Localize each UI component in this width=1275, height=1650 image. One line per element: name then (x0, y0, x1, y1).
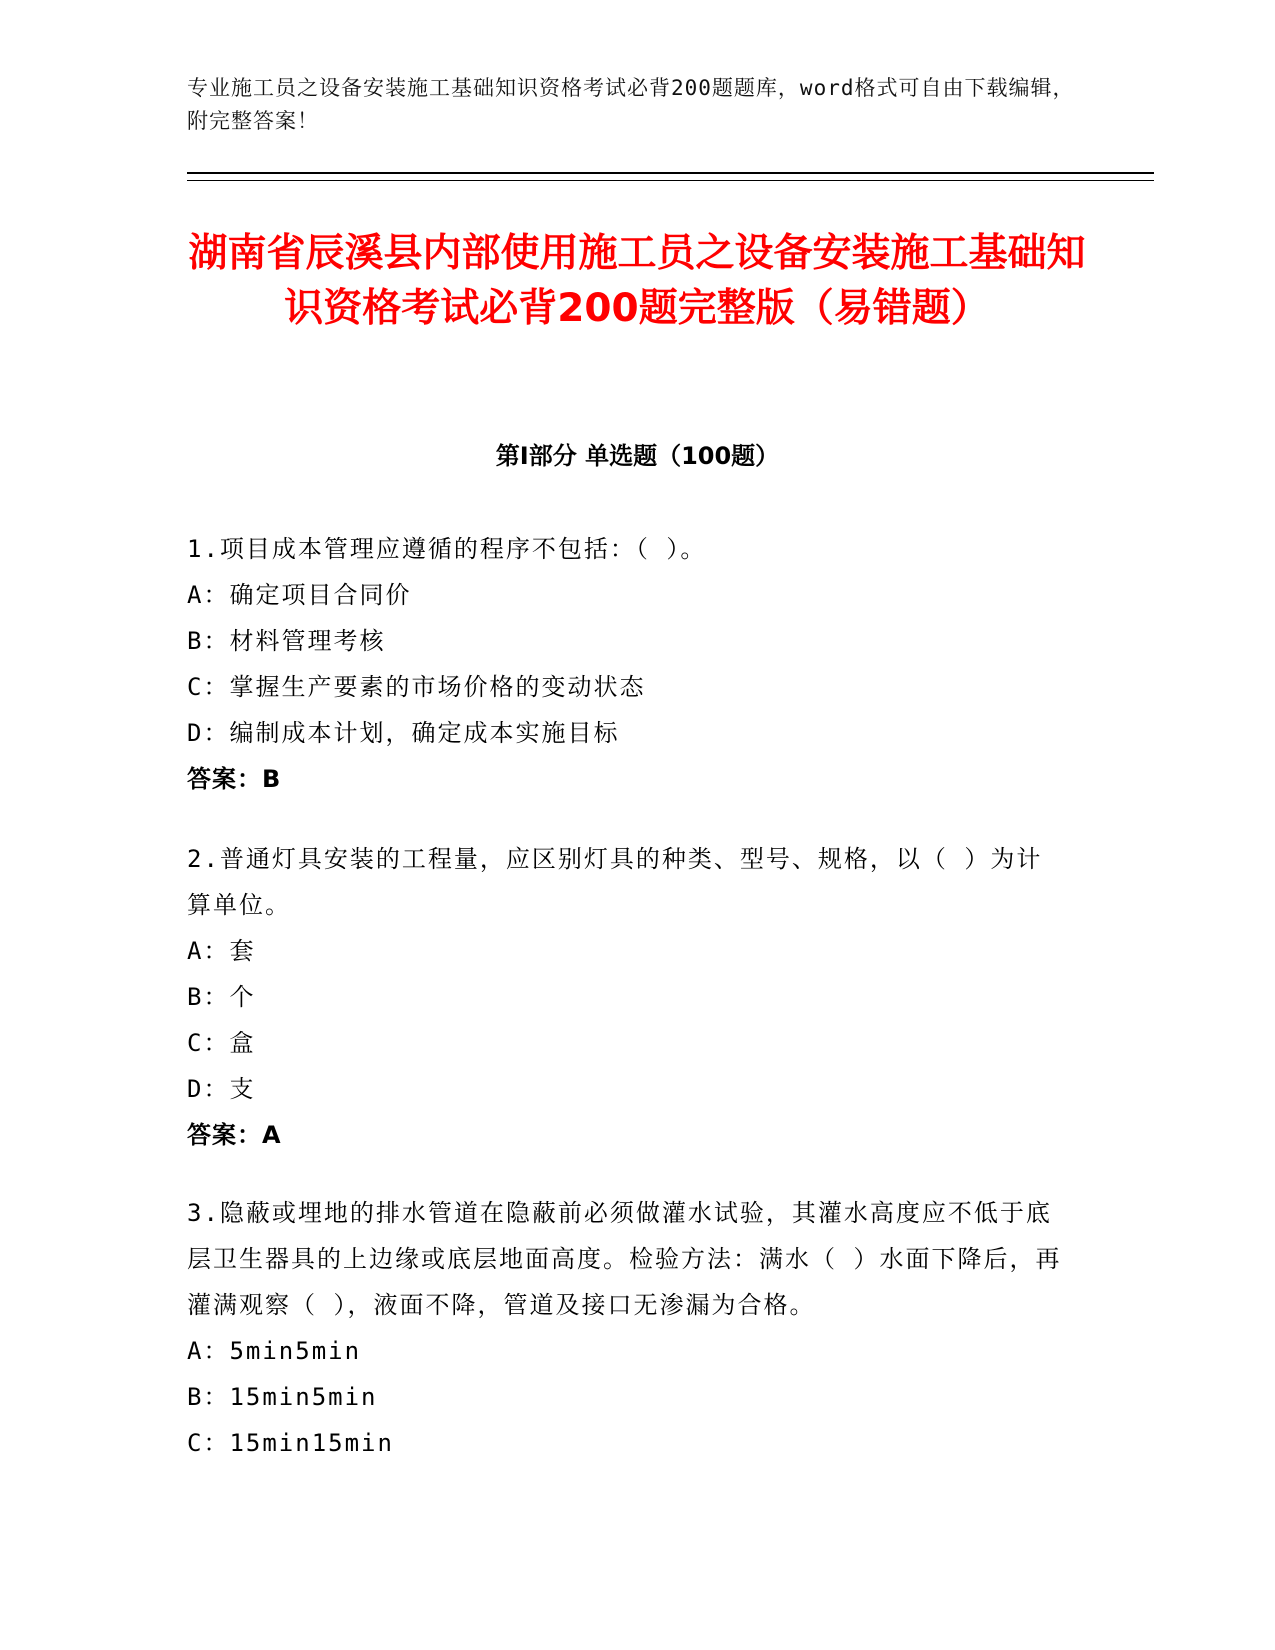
option-b: B：材料管理考核 (187, 627, 386, 655)
option-c: C：掌握生产要素的市场价格的变动状态 (187, 673, 646, 701)
question-2 (187, 836, 1067, 1158)
question-stem: 3.隐蔽或埋地的排水管道在隐蔽前必须做灌水试验，其灌水高度应不低于底层卫生器具的上边缘或底层地面高度。检验方法：满水（ ）水面下降后，再灌满观察（ ），液面不降，管道及接口无渗漏为合格。 (187, 1199, 1062, 1319)
option-c: C：15min15min (187, 1429, 394, 1457)
option-a: A：确定项目合同价 (187, 581, 412, 609)
option-b: B：15min5min (187, 1383, 378, 1411)
header-rule-thin (187, 180, 1154, 181)
question-3 (187, 1190, 1067, 1466)
option-b: B：个 (187, 983, 256, 1011)
section-title: 第Ⅰ部分 单选题（100题） (495, 442, 780, 470)
question-stem: 2.普通灯具安装的工程量，应区别灯具的种类、型号、规格，以（ ）为计算单位。 (187, 845, 1043, 919)
option-d: D：编制成本计划，确定成本实施目标 (187, 719, 620, 747)
header-note: 专业施工员之设备安装施工基础知识资格考试必背200题题库，word格式可自由下载编辑，附完整答案！ (187, 76, 1075, 133)
question-stem: 1.项目成本管理应遵循的程序不包括：（ ）。 (187, 535, 707, 563)
option-a: A：5min5min (187, 1337, 362, 1365)
option-c: C：盒 (187, 1029, 256, 1057)
option-d: D：支 (187, 1075, 256, 1103)
document-title: 湖南省辰溪县内部使用施工员之设备安装施工基础知识资格考试必背200题完整版（易错题） (188, 231, 1086, 331)
header-rule-thick (187, 172, 1154, 174)
question-1 (187, 526, 1067, 802)
option-a: A：套 (187, 937, 256, 965)
answer: 答案：A (187, 1121, 282, 1149)
answer: 答案：B (187, 765, 282, 793)
